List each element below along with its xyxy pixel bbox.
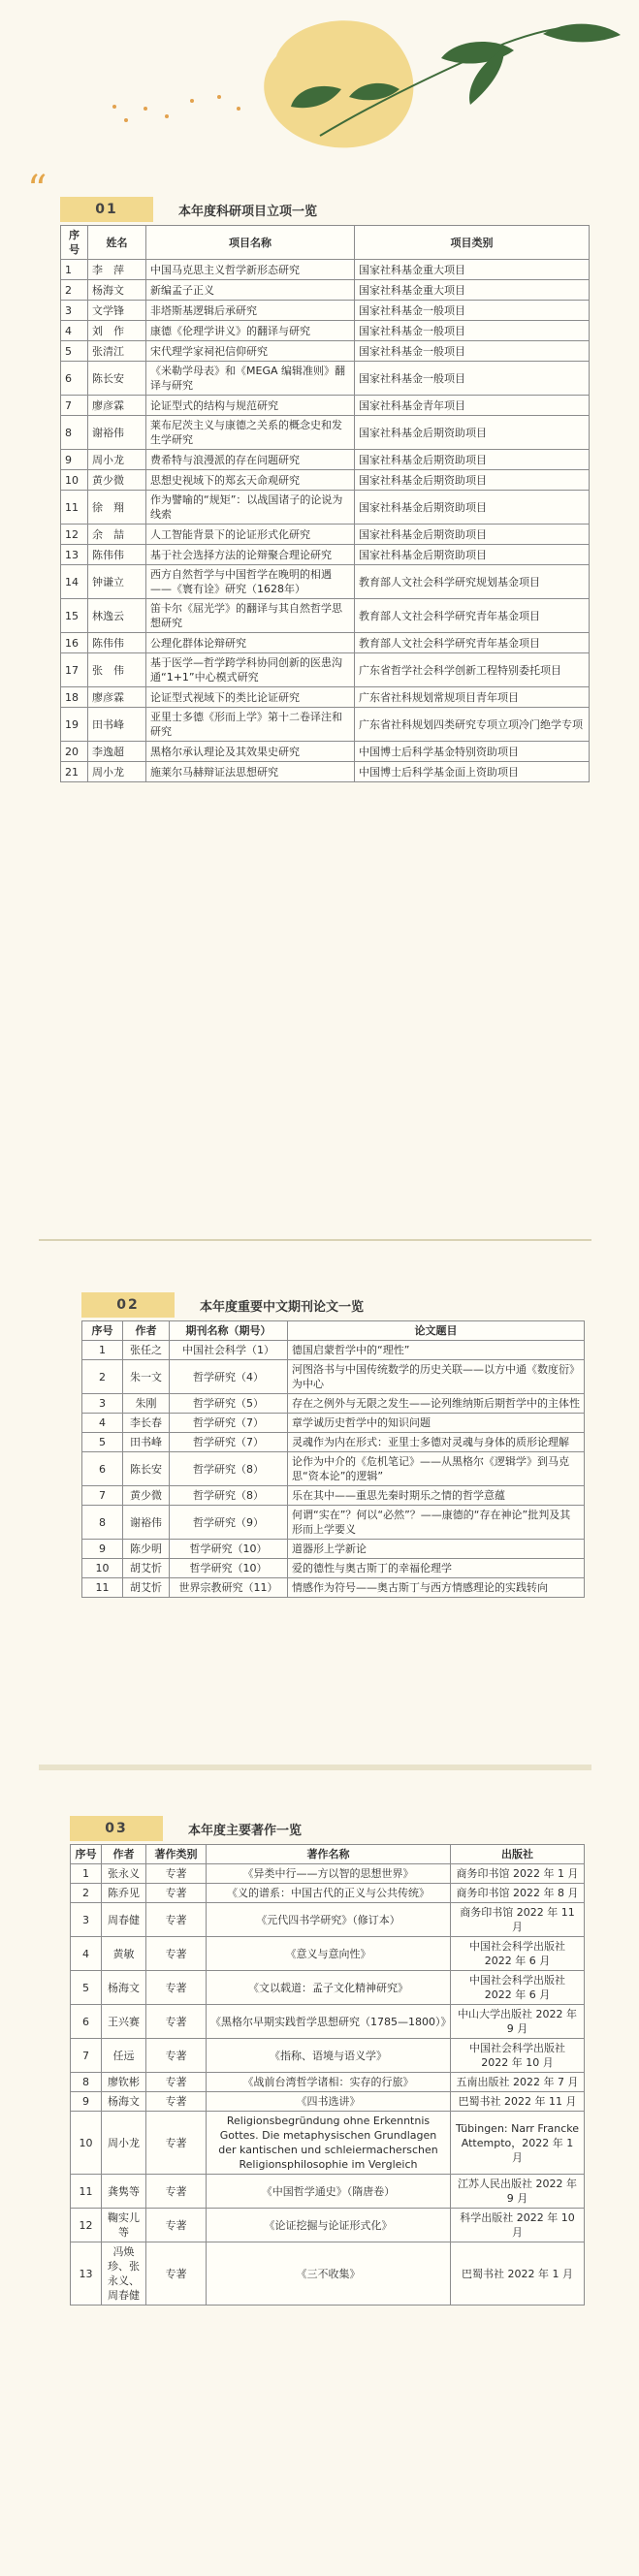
table-cell: 国家社科基金后期资助项目 (355, 525, 590, 545)
table-cell: 李 萍 (88, 260, 146, 280)
table-cell: 4 (82, 1414, 123, 1433)
column-header: 序号 (82, 1321, 123, 1341)
table-row (82, 1452, 585, 1486)
table-cell: 中国社会科学出版社 2022 年 6 月 (451, 1937, 585, 1971)
table-cell: 《论证挖掘与论证形式化》 (207, 2209, 451, 2242)
quote-icon: “ (27, 168, 48, 212)
table-cell: 杨海文 (102, 1971, 146, 2005)
table-row (71, 2175, 585, 2209)
table-cell: 4 (71, 1937, 102, 1971)
table-cell: 专著 (146, 2175, 207, 2209)
table-header-row (82, 1321, 585, 1341)
table-cell: 11 (61, 491, 88, 525)
table-cell: 张任之 (123, 1341, 170, 1360)
table-row (61, 416, 590, 450)
table-cell: 广东省社科规划四类研究专项立项冷门绝学专项 (355, 708, 590, 742)
table-cell: 黄少微 (88, 470, 146, 491)
table-cell: 文学锋 (88, 301, 146, 321)
table-row (61, 653, 590, 687)
table-cell: 廖彦霖 (88, 396, 146, 416)
table-cell: 江苏人民出版社 2022 年 9 月 (451, 2175, 585, 2209)
table-cell: 周小龙 (102, 2112, 146, 2175)
table-row (61, 633, 590, 653)
table-cell: 论证型式的结构与规范研究 (146, 396, 355, 416)
table-cell: 中国博士后科学基金特别资助项目 (355, 742, 590, 762)
table-cell: 专著 (146, 1903, 207, 1937)
table-cell: 《指称、语境与语义学》 (207, 2039, 451, 2073)
table-cell: 3 (82, 1394, 123, 1414)
table-cell: 中国社会科学出版社 2022 年 10 月 (451, 2039, 585, 2073)
table-cell: 教育部人文社会科学研究规划基金项目 (355, 565, 590, 599)
dot-icon (165, 114, 169, 118)
table-cell: 12 (61, 525, 88, 545)
table-cell: 中山大学出版社 2022 年 9 月 (451, 2005, 585, 2039)
section-journal-papers (81, 1289, 584, 1598)
table-cell: 刘 作 (88, 321, 146, 341)
table-cell: 德国启蒙哲学中的“理性” (288, 1341, 585, 1360)
table-cell: 13 (61, 545, 88, 565)
section-research-projects (60, 194, 589, 782)
table-cell: 教育部人文社会科学研究青年基金项目 (355, 633, 590, 653)
table-row (82, 1341, 585, 1360)
table-cell: 教育部人文社会科学研究青年基金项目 (355, 599, 590, 633)
table-row (61, 687, 590, 708)
table-cell: 林逸云 (88, 599, 146, 633)
table-row (61, 470, 590, 491)
table-cell: 作为譬喻的“规矩”：以战国诸子的论说为线索 (146, 491, 355, 525)
table-cell: 何谓“实在”？何以“必然”？——康德的“存在神论”批判及其形而上学要义 (288, 1506, 585, 1540)
table-cell: 国家社科基金一般项目 (355, 301, 590, 321)
section-number: 01 (60, 197, 153, 222)
table-row (61, 708, 590, 742)
table-cell: 商务印书馆 2022 年 1 月 (451, 1864, 585, 1884)
table-cell: 19 (61, 708, 88, 742)
table-cell: 哲学研究（8） (170, 1486, 288, 1506)
table-cell: 胡艾忻 (123, 1559, 170, 1578)
table-cell: 14 (61, 565, 88, 599)
table-cell: 国家社科基金后期资助项目 (355, 416, 590, 450)
table-cell: 爱的德性与奥古斯丁的幸福伦理学 (288, 1559, 585, 1578)
table-cell: 21 (61, 762, 88, 782)
table-cell: 田书峰 (88, 708, 146, 742)
section-divider (39, 1765, 591, 1770)
table-cell: 基于医学—哲学跨学科协同创新的医患沟通“1+1”中心模式研究 (146, 653, 355, 687)
table-cell: 哲学研究（8） (170, 1452, 288, 1486)
table-cell: 朱一文 (123, 1360, 170, 1394)
table-cell: 章学诚历史哲学中的知识问题 (288, 1414, 585, 1433)
table-cell: 鞠实儿 等 (102, 2209, 146, 2242)
section-title: 本年度科研项目立项一览 (178, 204, 318, 219)
table-cell: 哲学研究（10） (170, 1540, 288, 1559)
table-cell: 黄少微 (123, 1486, 170, 1506)
table-cell: 陈少明 (123, 1540, 170, 1559)
table-row (82, 1540, 585, 1559)
table-cell: 5 (71, 1971, 102, 2005)
table-cell: 6 (61, 362, 88, 396)
table-cell: 亚里士多德《形而上学》第十二卷译注和研究 (146, 708, 355, 742)
section-monographs (70, 1813, 584, 2306)
table-row (71, 1937, 585, 1971)
table-cell: 广东省社科规划常规项目青年项目 (355, 687, 590, 708)
table-cell: 哲学研究（5） (170, 1394, 288, 1414)
table-cell: 专著 (146, 1884, 207, 1903)
section-title: 本年度主要著作一览 (188, 1823, 303, 1838)
table-cell: Religionsbegründung ohne Erkenntnis Gottes. Die metaphysischen Grundlagen der kantischen und schleiermacherschen Religionsphilosophie im Vergleich (207, 2112, 451, 2175)
table-cell: 李长春 (123, 1414, 170, 1433)
table-cell: 《米勒学母表》和《MEGA 编辑准则》翻译与研究 (146, 362, 355, 396)
table-cell: 中国社会科学（1） (170, 1341, 288, 1360)
dot-icon (144, 107, 147, 111)
table-cell: 国家社科基金一般项目 (355, 321, 590, 341)
table-cell: 《战前台湾哲学诸相：实存的行旅》 (207, 2073, 451, 2092)
section-header (70, 1813, 584, 1844)
section-title: 本年度重要中文期刊论文一览 (200, 1299, 365, 1315)
table-cell: 10 (82, 1559, 123, 1578)
table-cell: 灵魂作为内在形式：亚里士多德对灵魂与身体的质形论理解 (288, 1433, 585, 1452)
table-row (61, 341, 590, 362)
table-cell: 人工智能背景下的论证形式化研究 (146, 525, 355, 545)
table-cell: 商务印书馆 2022 年 11 月 (451, 1903, 585, 1937)
table-cell: 谢裕伟 (123, 1506, 170, 1540)
table-cell: 胡艾忻 (123, 1578, 170, 1598)
table-row (61, 396, 590, 416)
table-cell: 施莱尔马赫辩证法思想研究 (146, 762, 355, 782)
table-cell: 9 (82, 1540, 123, 1559)
table-cell: 专著 (146, 2112, 207, 2175)
table-cell: 国家社科基金青年项目 (355, 396, 590, 416)
table-cell: 黑格尔承认理论及其效果史研究 (146, 742, 355, 762)
table-cell: 2 (61, 280, 88, 301)
table-cell: 科学出版社 2022 年 10 月 (451, 2209, 585, 2242)
table-cell: 哲学研究（7） (170, 1414, 288, 1433)
table-cell: 基于社会选择方法的论辩聚合理论研究 (146, 545, 355, 565)
table-cell: 10 (71, 2112, 102, 2175)
table-cell: 巴蜀书社 2022 年 11 月 (451, 2092, 585, 2112)
table-cell: 国家社科基金后期资助项目 (355, 491, 590, 525)
column-header: 期刊名称（期号） (170, 1321, 288, 1341)
table-cell: 16 (61, 633, 88, 653)
table-cell: 9 (71, 2092, 102, 2112)
table-cell: 朱刚 (123, 1394, 170, 1414)
column-header: 序号 (61, 226, 88, 260)
table-row (82, 1559, 585, 1578)
table-cell: 哲学研究（9） (170, 1506, 288, 1540)
table-cell: 专著 (146, 2092, 207, 2112)
books-table (70, 1844, 585, 2306)
table-cell: 1 (61, 260, 88, 280)
table-cell: 6 (71, 2005, 102, 2039)
table-cell: 广东省哲学社会科学创新工程特别委托项目 (355, 653, 590, 687)
column-header: 项目名称 (146, 226, 355, 260)
table-cell: 国家社科基金后期资助项目 (355, 450, 590, 470)
table-cell: 钟谦立 (88, 565, 146, 599)
table-cell: 专著 (146, 1937, 207, 1971)
column-header: 著作类别 (146, 1845, 207, 1864)
table-cell: 任远 (102, 2039, 146, 2073)
table-row (61, 491, 590, 525)
table-row (82, 1486, 585, 1506)
table-cell: 陈伟伟 (88, 633, 146, 653)
table-row (61, 280, 590, 301)
table-cell: 2 (82, 1360, 123, 1394)
table-cell: 周小龙 (88, 450, 146, 470)
table-row (61, 545, 590, 565)
table-cell: 哲学研究（7） (170, 1433, 288, 1452)
column-header: 论文题目 (288, 1321, 585, 1341)
table-row (61, 301, 590, 321)
table-cell: 10 (61, 470, 88, 491)
leaf-icon (543, 24, 621, 43)
table-row (61, 762, 590, 782)
table-cell: 11 (82, 1578, 123, 1598)
table-cell: 7 (82, 1486, 123, 1506)
table-cell: 《四书选讲》 (207, 2092, 451, 2112)
table-row (82, 1433, 585, 1452)
table-cell: 田书峰 (123, 1433, 170, 1452)
table-cell: 专著 (146, 1971, 207, 2005)
table-cell: 张 伟 (88, 653, 146, 687)
table-cell: 陈长安 (123, 1452, 170, 1486)
table-cell: 5 (61, 341, 88, 362)
table-cell: 黄敏 (102, 1937, 146, 1971)
table-cell: 论证型式视域下的类比论证研究 (146, 687, 355, 708)
section-number: 02 (81, 1292, 175, 1318)
table-cell: 笛卡尔《屈光学》的翻译与其自然哲学思想研究 (146, 599, 355, 633)
table-cell: 中国马克思主义哲学新形态研究 (146, 260, 355, 280)
table-cell: 5 (82, 1433, 123, 1452)
table-cell: 李逸超 (88, 742, 146, 762)
column-header: 作者 (102, 1845, 146, 1864)
table-cell: 11 (71, 2175, 102, 2209)
table-cell: 《意义与意向性》 (207, 1937, 451, 1971)
table-cell: 国家社科基金后期资助项目 (355, 470, 590, 491)
table-cell: 《义的谱系：中国古代的正义与公共传统》 (207, 1884, 451, 1903)
table-cell: 五南出版社 2022 年 7 月 (451, 2073, 585, 2092)
table-cell: 《异类中行——方以智的思想世界》 (207, 1864, 451, 1884)
table-cell: 道器形上学新论 (288, 1540, 585, 1559)
table-cell: 哲学研究（10） (170, 1559, 288, 1578)
table-cell: 6 (82, 1452, 123, 1486)
table-row (61, 742, 590, 762)
table-cell: 《三不收集》 (207, 2242, 451, 2306)
table-cell: 思想史视域下的郑玄天命观研究 (146, 470, 355, 491)
column-header: 作者 (123, 1321, 170, 1341)
table-cell: 8 (61, 416, 88, 450)
hero-decoration (0, 0, 639, 155)
table-cell: 周春健 (102, 1903, 146, 1937)
table-row (61, 599, 590, 633)
table-cell: 情感作为符号——奥古斯丁与西方情感理论的实践转向 (288, 1578, 585, 1598)
table-cell: 张清江 (88, 341, 146, 362)
table-cell: 9 (61, 450, 88, 470)
table-row (71, 2242, 585, 2306)
table-cell: 8 (71, 2073, 102, 2092)
table-cell: 余 喆 (88, 525, 146, 545)
column-header: 序号 (71, 1845, 102, 1864)
table-cell: 陈伟伟 (88, 545, 146, 565)
table-cell: 1 (82, 1341, 123, 1360)
table-cell: 杨海文 (102, 2092, 146, 2112)
table-row (82, 1414, 585, 1433)
table-cell: 冯焕珍、张永义、周春健 (102, 2242, 146, 2306)
dot-icon (112, 105, 116, 109)
table-cell: 乐在其中——重思先秦时期乐之情的哲学意蕴 (288, 1486, 585, 1506)
column-header: 姓名 (88, 226, 146, 260)
table-cell: 廖彦霖 (88, 687, 146, 708)
table-cell: 周小龙 (88, 762, 146, 782)
table-cell: 18 (61, 687, 88, 708)
table-cell: 宋代理学家祠祀信仰研究 (146, 341, 355, 362)
table-row (61, 260, 590, 280)
yellow-blob-shape (264, 20, 413, 147)
table-cell: 龚隽等 (102, 2175, 146, 2209)
table-cell: 廖钦彬 (102, 2073, 146, 2092)
table-row (71, 2005, 585, 2039)
table-row (71, 2112, 585, 2175)
table-header-row (71, 1845, 585, 1864)
table-cell: 王兴赛 (102, 2005, 146, 2039)
table-cell: 巴蜀书社 2022 年 1 月 (451, 2242, 585, 2306)
table-cell: 专著 (146, 2005, 207, 2039)
table-cell: 国家社科基金重大项目 (355, 280, 590, 301)
table-cell: 国家社科基金后期资助项目 (355, 545, 590, 565)
table-cell: 谢裕伟 (88, 416, 146, 450)
table-cell: 陈乔见 (102, 1884, 146, 1903)
table-cell: 中国博士后科学基金面上资助项目 (355, 762, 590, 782)
table-cell: 专著 (146, 2073, 207, 2092)
table-cell: 康德《伦理学讲义》的翻译与研究 (146, 321, 355, 341)
table-cell: 专著 (146, 2242, 207, 2306)
column-header: 项目类别 (355, 226, 590, 260)
table-cell: 专著 (146, 2039, 207, 2073)
column-header: 出版社 (451, 1845, 585, 1864)
table-row (61, 525, 590, 545)
table-row (82, 1360, 585, 1394)
table-row (61, 450, 590, 470)
table-cell: 15 (61, 599, 88, 633)
table-cell: 《中国哲学通史》（隋唐卷） (207, 2175, 451, 2209)
table-cell: 13 (71, 2242, 102, 2306)
table-row (82, 1394, 585, 1414)
table-row (71, 1864, 585, 1884)
table-cell: 12 (71, 2209, 102, 2242)
table-cell: 《黑格尔早期实践哲学思想研究（1785—1800）》 (207, 2005, 451, 2039)
table-cell: 商务印书馆 2022 年 8 月 (451, 1884, 585, 1903)
table-row (71, 1971, 585, 2005)
dot-icon (217, 95, 221, 99)
projects-table (60, 225, 590, 782)
table-cell: 费希特与浪漫派的存在问题研究 (146, 450, 355, 470)
table-row (61, 565, 590, 599)
table-cell: 《元代四书学研究》（修订本） (207, 1903, 451, 1937)
table-cell: 7 (61, 396, 88, 416)
table-cell: 莱布尼茨主义与康德之关系的概念史和发生学研究 (146, 416, 355, 450)
table-cell: 7 (71, 2039, 102, 2073)
table-cell: 世界宗教研究（11） (170, 1578, 288, 1598)
table-cell: 3 (71, 1903, 102, 1937)
dot-icon (237, 107, 240, 111)
table-cell: 陈长安 (88, 362, 146, 396)
table-cell: 存在之例外与无限之发生——论列维纳斯后期哲学中的主体性 (288, 1394, 585, 1414)
table-row (82, 1506, 585, 1540)
table-cell: 中国社会科学出版社 2022 年 6 月 (451, 1971, 585, 2005)
table-cell: 杨海文 (88, 280, 146, 301)
table-row (71, 2073, 585, 2092)
table-row (82, 1578, 585, 1598)
table-row (71, 2092, 585, 2112)
table-cell: 非塔斯基逻辑后承研究 (146, 301, 355, 321)
section-header (60, 194, 589, 225)
table-cell: 国家社科基金一般项目 (355, 341, 590, 362)
table-cell: 专著 (146, 2209, 207, 2242)
table-cell: 新编孟子正义 (146, 280, 355, 301)
table-row (71, 1903, 585, 1937)
table-cell: 20 (61, 742, 88, 762)
table-cell: 17 (61, 653, 88, 687)
table-cell: 河图洛书与中国传统数学的历史关联——以方中通《数度衍》为中心 (288, 1360, 585, 1394)
table-cell: 公理化群体论辩研究 (146, 633, 355, 653)
table-cell: 西方自然哲学与中国哲学在晚明的相遇——《寰有诠》研究（1628年） (146, 565, 355, 599)
table-cell: 2 (71, 1884, 102, 1903)
table-cell: Tübingen: Narr Francke Attempto，2022 年 1 月 (451, 2112, 585, 2175)
dot-icon (124, 118, 128, 122)
papers-table (81, 1320, 585, 1598)
table-cell: 8 (82, 1506, 123, 1540)
section-divider (39, 1239, 591, 1241)
table-cell: 3 (61, 301, 88, 321)
table-cell: 哲学研究（4） (170, 1360, 288, 1394)
table-cell: 张永义 (102, 1864, 146, 1884)
table-row (61, 321, 590, 341)
table-cell: 4 (61, 321, 88, 341)
table-cell: 《文以载道：孟子文化精神研究》 (207, 1971, 451, 2005)
table-cell: 国家社科基金一般项目 (355, 362, 590, 396)
table-row (61, 362, 590, 396)
section-number: 03 (70, 1816, 163, 1841)
table-row (71, 2039, 585, 2073)
table-header-row (61, 226, 590, 260)
table-cell: 论作为中介的《危机笔记》——从黑格尔《逻辑学》到马克思“资本论”的逻辑” (288, 1452, 585, 1486)
dot-icon (190, 99, 194, 103)
table-row (71, 2209, 585, 2242)
table-row (71, 1884, 585, 1903)
table-cell: 专著 (146, 1864, 207, 1884)
table-cell: 徐 翔 (88, 491, 146, 525)
column-header: 著作名称 (207, 1845, 451, 1864)
table-cell: 1 (71, 1864, 102, 1884)
table-cell: 国家社科基金重大项目 (355, 260, 590, 280)
section-header (81, 1289, 584, 1320)
